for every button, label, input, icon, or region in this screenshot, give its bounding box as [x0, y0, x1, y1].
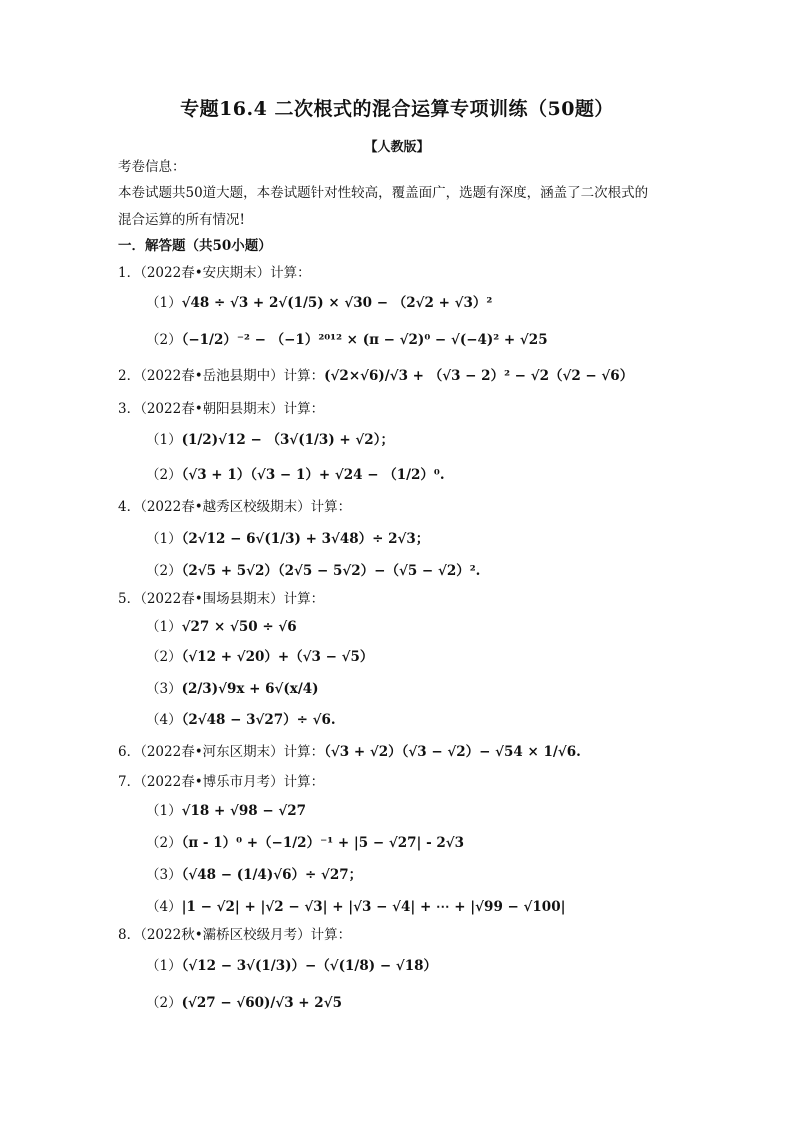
info-line-2: 混合运算的所有情况! — [118, 212, 245, 228]
question-4-part-2 — [146, 562, 480, 580]
part-label: （1） — [146, 803, 182, 819]
question-7-part-2 — [146, 834, 464, 852]
question-5-header: 5．（2022春•围场县期末）计算： — [118, 591, 325, 607]
section-title: 一．解答题（共50小题） — [118, 238, 272, 254]
part-label: （2） — [146, 835, 182, 851]
question-5-part-3 — [146, 680, 319, 698]
part-label: （1） — [146, 958, 182, 974]
question-1-header: 1．（2022春•安庆期末）计算： — [118, 265, 311, 281]
question-7-part-4 — [146, 898, 566, 916]
question-8-header: 8．（2022秋•灞桥区校级月考）计算： — [118, 927, 352, 943]
page-title: 专题16.4 二次根式的混合运算专项训练（50题） — [180, 98, 614, 120]
part-label: （1） — [146, 432, 182, 448]
part-label: （3） — [146, 867, 182, 883]
part-label: （3） — [146, 681, 182, 697]
math-expression: (√2×√6)/√3 + （√3 − 2）² − √2（√2 − √6） — [324, 368, 634, 384]
math-expression: √18 + √98 − √27 — [181, 803, 306, 819]
question-2-header: 2．（2022春•岳池县期中）计算： — [118, 368, 325, 384]
question-5-part-2 — [146, 648, 373, 666]
question-5-part-1 — [146, 618, 297, 636]
math-expression: （√48 − (1/4)√6）÷ √27； — [181, 867, 363, 883]
part-label: （4） — [146, 712, 182, 728]
math-expression: （√12 − 3√(1/3)）−（√(1/8) − √18） — [181, 958, 438, 974]
edition-label: 【人教版】 — [364, 140, 430, 155]
part-label: （1） — [146, 619, 182, 635]
math-expression: （√3 + √2）（√3 − √2）− √54 × 1/√6. — [324, 744, 581, 760]
question-1-part-1 — [146, 294, 492, 312]
question-3-part-2 — [146, 466, 445, 484]
part-label: （2） — [146, 649, 182, 665]
math-expression: |1 − √2| + |√2 − √3| + |√3 − √4| + ⋯ + |√99 − √100| — [181, 899, 566, 915]
question-5-part-4 — [146, 711, 336, 729]
question-2 — [118, 367, 633, 385]
math-expression: （√12 + √20）+（√3 − √5） — [181, 649, 374, 665]
question-8-part-1 — [146, 957, 437, 975]
math-expression: (2/3)√9x + 6√(x/4) — [181, 681, 319, 697]
math-expression: （√3 + 1）（√3 − 1）+ √24 − （1/2）⁰. — [181, 467, 445, 483]
part-label: （1） — [146, 295, 182, 311]
math-expression: （π - 1）⁰ +（−1/2）⁻¹ + |5 − √27| - 2√3 — [181, 835, 465, 851]
question-6 — [118, 743, 581, 761]
question-7-part-1 — [146, 802, 306, 820]
part-label: （2） — [146, 563, 182, 579]
math-expression: (1/2)√12 − （3√(1/3) + √2）； — [181, 432, 394, 448]
question-7-header: 7．（2022春•博乐市月考）计算： — [118, 774, 325, 790]
math-expression: （−1/2）⁻² − （−1）²⁰¹² × (π − √2)⁰ − √(−4)² + √25 — [181, 332, 548, 348]
part-label: （1） — [146, 531, 182, 547]
question-4-header: 4．（2022春•越秀区校级期末）计算： — [118, 499, 352, 515]
math-expression: √48 ÷ √3 + 2√(1/5) × √30 − （2√2 + √3）² — [181, 295, 493, 311]
math-expression: （2√48 − 3√27）÷ √6. — [181, 712, 336, 728]
question-6-header: 6．（2022春•河东区期末）计算： — [118, 744, 325, 760]
question-3-header: 3．（2022春•朝阳县期末）计算： — [118, 401, 325, 417]
part-label: （4） — [146, 899, 182, 915]
question-4-part-1 — [146, 530, 429, 548]
question-8-part-2 — [146, 994, 342, 1012]
question-7-part-3 — [146, 866, 362, 884]
question-3-part-1 — [146, 431, 394, 449]
math-expression: （2√12 − 6√(1/3) + 3√48）÷ 2√3； — [181, 531, 430, 547]
math-expression: (√27 − √60)/√3 + 2√5 — [181, 995, 342, 1011]
part-label: （2） — [146, 467, 182, 483]
info-label: 考卷信息： — [118, 159, 186, 175]
part-label: （2） — [146, 995, 182, 1011]
math-expression: √27 × √50 ÷ √6 — [181, 619, 297, 635]
part-label: （2） — [146, 332, 182, 348]
info-line-1: 本卷试题共50道大题，本卷试题针对性较高，覆盖面广，选题有深度，涵盖了二次根式的 — [118, 185, 649, 201]
question-1-part-2 — [146, 331, 548, 349]
math-expression: （2√5 + 5√2）（2√5 − 5√2）−（√5 − √2）². — [181, 563, 481, 579]
